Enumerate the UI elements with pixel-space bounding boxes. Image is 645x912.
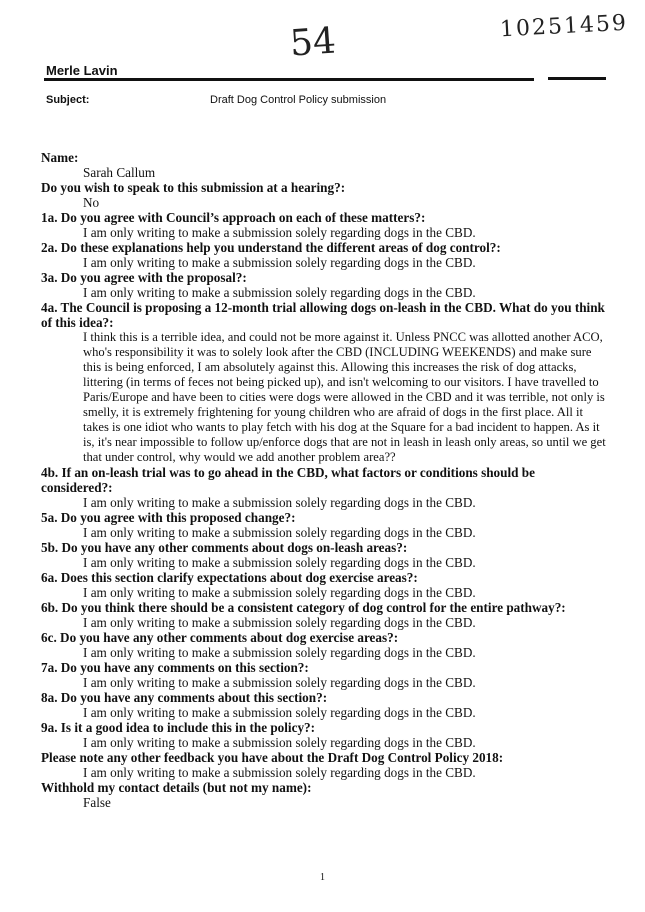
submission-form	[41, 150, 609, 810]
answer-5b: I am only writing to make a submission solely regarding dogs in the CBD.	[83, 555, 476, 570]
question-6b: 6b. Do you think there should be a consistent category of dog control for the entire pathway?:	[41, 600, 566, 615]
answer-hearing: No	[83, 195, 100, 210]
question-8a: 8a. Do you have any comments about this section?:	[41, 690, 328, 705]
answer-8a: I am only writing to make a submission solely regarding dogs in the CBD.	[83, 705, 476, 720]
answer-6a: I am only writing to make a submission solely regarding dogs in the CBD.	[83, 585, 476, 600]
question-hearing: Do you wish to speak to this submission at a hearing?:	[41, 180, 346, 195]
answer-5a: I am only writing to make a submission solely regarding dogs in the CBD.	[83, 525, 476, 540]
question-9a: 9a. Is it a good idea to include this in the policy?:	[41, 720, 316, 735]
answer-name: Sarah Callum	[83, 165, 156, 180]
handwritten-document-id: 10251459	[499, 10, 629, 43]
question-6c: 6c. Do you have any other comments about dog exercise areas?:	[41, 630, 399, 645]
subject-value: Draft Dog Control Policy submission	[210, 94, 387, 106]
page-number: 1	[320, 872, 325, 883]
header-rule	[44, 78, 534, 81]
answer-2a: I am only writing to make a submission solely regarding dogs in the CBD.	[83, 255, 476, 270]
question-3a: 3a. Do you agree with the proposal?:	[41, 270, 247, 285]
answer-7a: I am only writing to make a submission solely regarding dogs in the CBD.	[83, 675, 476, 690]
header-rule-short	[548, 77, 606, 80]
question-7a: 7a. Do you have any comments on this section?:	[41, 660, 309, 675]
question-2a: 2a. Do these explanations help you understand the different areas of dog control?:	[41, 240, 501, 255]
question-5b: 5b. Do you have any other comments about dogs on-leash areas?:	[41, 540, 408, 555]
question-4b: 4b. If an on-leash trial was to go ahead in the CBD, what factors or conditions should be considered?:	[41, 465, 535, 495]
question-name: Name:	[41, 150, 79, 165]
answer-6c: I am only writing to make a submission solely regarding dogs in the CBD.	[83, 645, 476, 660]
handwritten-page-number: 54	[288, 20, 338, 65]
answer-1a: I am only writing to make a submission solely regarding dogs in the CBD.	[83, 225, 476, 240]
answer-other-feedback: I am only writing to make a submission solely regarding dogs in the CBD.	[83, 765, 476, 780]
answer-4b: I am only writing to make a submission solely regarding dogs in the CBD.	[83, 495, 476, 510]
question-other-feedback: Please note any other feedback you have about the Draft Dog Control Policy 2018:	[41, 750, 504, 765]
question-withhold-details: Withhold my contact details (but not my name):	[41, 780, 312, 795]
answer-9a: I am only writing to make a submission solely regarding dogs in the CBD.	[83, 735, 476, 750]
answer-3a: I am only writing to make a submission solely regarding dogs in the CBD.	[83, 285, 476, 300]
question-4a: 4a. The Council is proposing a 12-month trial allowing dogs on-leash in the CBD. What do you think of this idea?:	[41, 300, 605, 330]
question-5a: 5a. Do you agree with this proposed change?:	[41, 510, 296, 525]
answer-4a: I think this is a terrible idea, and could not be more against it. Unless PNCC was allotted another ACO, who's responsibility it was to solely look after the CBD (INCLUDING WEEKENDS) and make sure this is being enforced, I am absolutely against this. Allowing this increases the risk of dog attacks, littering (in terms of feces not being picked up), and isn't welcoming to our visitors. I have travelled to Paris/Europe and have been to cities were dogs were allowed in the CBD and it was terrible, not only is smelly, it is extremely frightening for young children who are afraid of dogs in the first place. All it takes is one idiot who wants to play fetch with his dog at the Square for a bad incident to happen. As it is, it's near impossible to follow up/enforce dogs that are not in leash in leash only areas, so until we get that under control, why would we add another problem area??	[83, 330, 606, 464]
answer-6b: I am only writing to make a submission solely regarding dogs in the CBD.	[83, 615, 476, 630]
question-1a: 1a. Do you agree with Council’s approach on each of these matters?:	[41, 210, 426, 225]
answer-withhold-details: False	[83, 795, 111, 810]
author-name: Merle Lavin	[46, 63, 118, 78]
question-6a: 6a. Does this section clarify expectations about dog exercise areas?:	[41, 570, 418, 585]
subject-label: Subject:	[46, 94, 90, 106]
